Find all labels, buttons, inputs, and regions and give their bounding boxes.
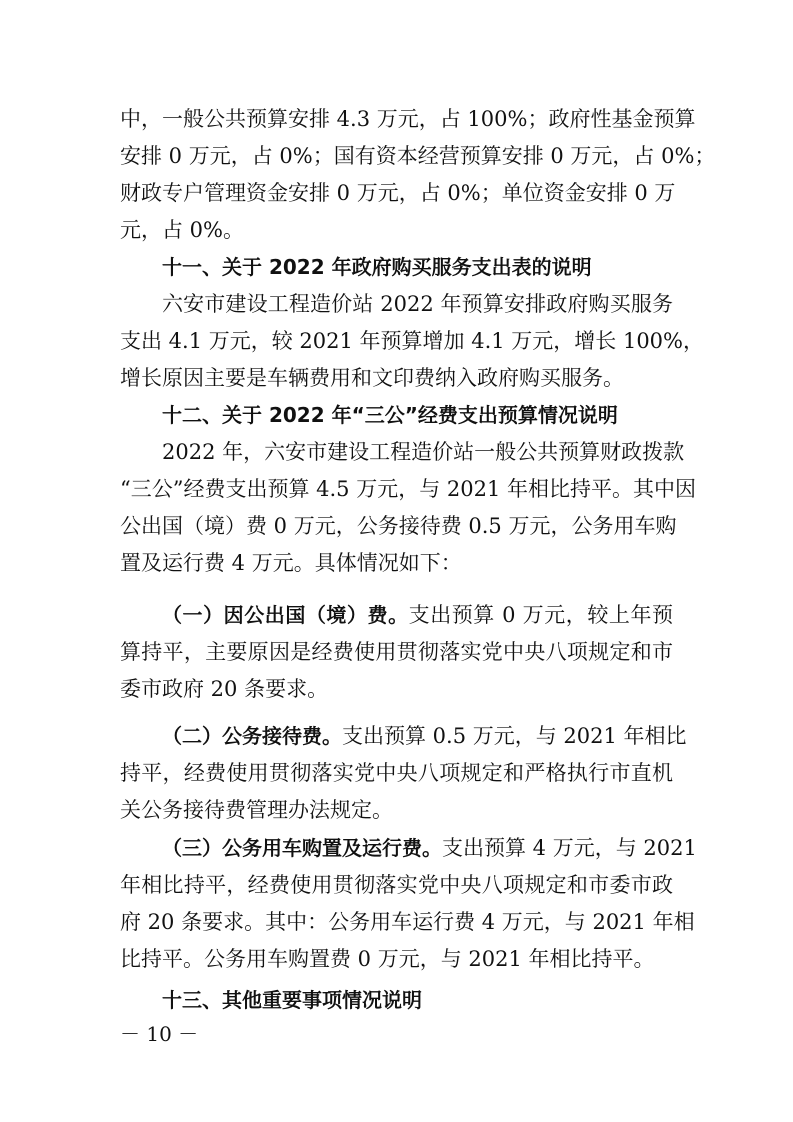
paragraph-line: 财政专户管理资金安排 0 万元，占 0%；单位资金安排 0 万	[120, 181, 676, 205]
section-heading-11: 十一、关于 2022 年政府购买服务支出表的说明	[162, 255, 592, 279]
paragraph-line: 中，一般公共预算安排 4.3 万元，占 100%；政府性基金预算	[120, 107, 696, 131]
paragraph-line: 持平，经费使用贯彻落实党中央八项规定和严格执行市直机	[120, 761, 673, 785]
paragraph-line: 年相比持平，经费使用贯彻落实党中央八项规定和市委市政	[120, 873, 673, 897]
paragraph-line: 元，占 0%。	[120, 218, 244, 242]
paragraph-line: 关公务接待费管理办法规定。	[120, 798, 393, 822]
subsection-line	[162, 600, 673, 630]
subsection-title-2: （二）公务接待费。	[162, 724, 342, 748]
subsection-line	[162, 833, 697, 863]
subsection-text: 支出预算 0 万元，较上年预	[408, 603, 673, 627]
paragraph-line: 府 20 条要求。其中：公务用车运行费 4 万元，与 2021 年相	[120, 910, 695, 934]
paragraph-line: 六安市建设工程造价站 2022 年预算安排政府购买服务	[162, 292, 673, 316]
subsection-text: 支出预算 0.5 万元，与 2021 年相比	[342, 724, 687, 748]
subsection-title-1: （一）因公出国（境）费。	[162, 603, 409, 627]
subsection-text: 支出预算 4 万元，与 2021	[442, 836, 697, 860]
section-heading-13: 十三、其他重要事项情况说明	[162, 988, 422, 1012]
section-heading-12: 十二、关于 2022 年“三公”经费支出预算情况说明	[162, 403, 618, 427]
paragraph-line: 增长原因主要是车辆费用和文印费纳入政府购买服务。	[120, 366, 624, 390]
page-number: － 10 －	[120, 1022, 199, 1046]
paragraph-line: 算持平，主要原因是经费使用贯彻落实党中央八项规定和市	[120, 640, 673, 664]
paragraph-line: “三公”经费支出预算 4.5 万元，与 2021 年相比持平。其中因	[120, 477, 697, 501]
subsection-line	[162, 721, 687, 751]
paragraph-line: 置及运行费 4 万元。具体情况如下：	[120, 551, 462, 575]
paragraph-line: 委市政府 20 条要求。	[120, 677, 329, 701]
paragraph-line: 2022 年，六安市建设工程造价站一般公共预算财政拨款	[162, 440, 685, 464]
paragraph-line: 安排 0 万元，占 0%；国有资本经营预算安排 0 万元，占 0%；	[120, 144, 716, 168]
subsection-title-3: （三）公务用车购置及运行费。	[162, 836, 442, 860]
paragraph-line: 公出国（境）费 0 万元，公务接待费 0.5 万元，公务用车购	[120, 514, 677, 538]
paragraph-line: 比持平。公务用车购置费 0 万元，与 2021 年相比持平。	[120, 947, 655, 971]
paragraph-line: 支出 4.1 万元，较 2021 年预算增加 4.1 万元，增长 100%，	[120, 329, 704, 353]
